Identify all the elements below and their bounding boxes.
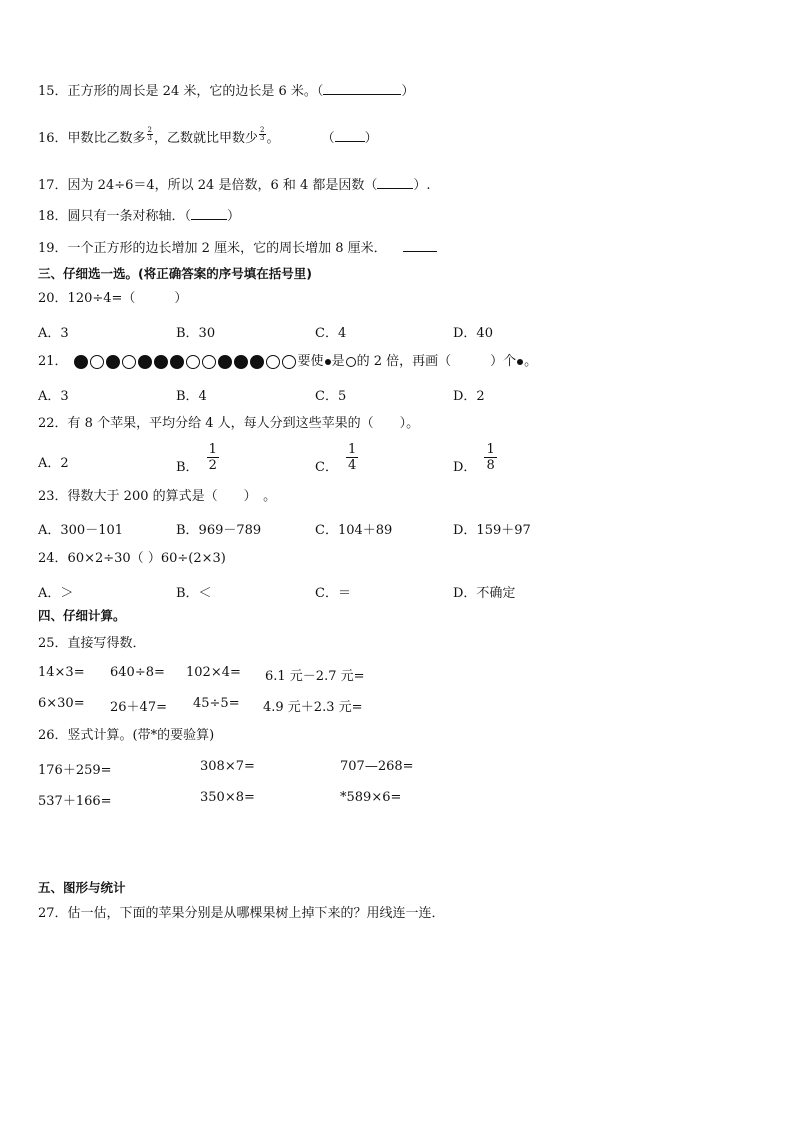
section-4-title: 四、仔细计算。: [38, 608, 126, 623]
hollow-circle-icon: [346, 357, 356, 367]
question-23: 23．得数大于 200 的算式是（ ） 。: [38, 489, 277, 504]
question-27: 27．估一估，下面的苹果分别是从哪棵果树上掉下来的？用线连一连．: [38, 906, 445, 921]
question-19: 19．一个正方形的边长增加 2 厘米，它的周长增加 8 厘米．: [38, 239, 437, 258]
filled-dot-icon: [325, 359, 331, 365]
answer-blank[interactable]: [191, 207, 227, 220]
calc-item: 707—268=: [340, 759, 414, 774]
calc-item: 6.1 元－2.7 元=: [265, 669, 365, 684]
answer-blank[interactable]: [335, 129, 365, 142]
hollow-circle-icon: [90, 355, 104, 369]
calc-item: 45÷5=: [193, 696, 240, 711]
option-d[interactable]: D．40: [453, 326, 493, 341]
filled-circle-icon: [170, 355, 184, 369]
section-3-title: 三、仔细选一选。(将正确答案的序号填在括号里): [38, 266, 312, 281]
fraction: $\frac{1}{2}$: [208, 442, 217, 473]
hollow-circle-icon: [282, 355, 296, 369]
filled-circle-icon: [138, 355, 152, 369]
calc-item: 4.9 元＋2.3 元=: [263, 700, 363, 715]
option-a[interactable]: A．3: [38, 326, 69, 341]
circle-row: [74, 355, 296, 369]
option-c[interactable]: C．104＋89: [315, 523, 393, 538]
filled-circle-icon: [106, 355, 120, 369]
filled-circle-icon: [250, 355, 264, 369]
question-17: 17．因为 24÷6＝4，所以 24 是倍数，6 和 4 都是因数（ ）.: [38, 178, 431, 193]
option-d[interactable]: D．2: [453, 389, 485, 404]
option-b[interactable]: B．969－789: [176, 523, 262, 538]
option-d[interactable]: D． $\frac{1}{8}$: [453, 442, 495, 475]
option-c[interactable]: C．5: [315, 389, 347, 404]
option-b[interactable]: B．4: [176, 389, 207, 404]
answer-blank[interactable]: [403, 239, 437, 252]
filled-circle-icon: [154, 355, 168, 369]
option-d[interactable]: D．不确定: [453, 586, 516, 601]
filled-circle-icon: [234, 355, 248, 369]
calc-item: 350×8=: [200, 790, 255, 805]
calc-item: *589×6=: [340, 790, 402, 805]
calc-item: 176＋259=: [38, 763, 112, 778]
filled-circle-icon: [74, 355, 88, 369]
question-15: 15．正方形的周长是 24 米，它的边长是 6 米。（ ）: [38, 84, 415, 99]
option-b[interactable]: B． $\frac{1}{2}$: [176, 442, 217, 475]
option-a[interactable]: A．3: [38, 389, 69, 404]
question-25: 25．直接写得数．: [38, 636, 146, 651]
option-a[interactable]: A．2: [38, 456, 69, 471]
hollow-circle-icon: [202, 355, 216, 369]
option-c[interactable]: C．4: [315, 326, 347, 341]
option-a[interactable]: A．＞: [38, 586, 74, 601]
option-b[interactable]: B．30: [176, 326, 216, 341]
option-a[interactable]: A．300－101: [38, 523, 124, 538]
calc-item: 6×30=: [38, 696, 85, 711]
option-c[interactable]: C． $\frac{1}{4}$: [315, 442, 357, 475]
answer-blank[interactable]: [323, 82, 401, 95]
hollow-circle-icon: [186, 355, 200, 369]
option-d[interactable]: D．159＋97: [453, 523, 531, 538]
fraction: $\frac{1}{8}$: [486, 442, 495, 473]
calc-item: 26＋47=: [110, 700, 167, 715]
question-18: 18．圆只有一条对称轴．（ ）: [38, 209, 241, 224]
calc-item: 537＋166=: [38, 794, 112, 809]
filled-dot-icon: [517, 359, 523, 365]
fraction: $\frac{2}{3}$: [260, 126, 265, 142]
option-b[interactable]: B．＜: [176, 586, 212, 601]
question-21: 21． 要使 是 的 2 倍，再画（ ）个 。: [38, 354, 538, 369]
question-16: 16．甲数比乙数多 $\frac{2}{3}$ ，乙数就比甲数少 $\frac{2}{3}$ 。 （ ）: [38, 126, 378, 146]
calc-item: 102×4=: [186, 665, 241, 680]
calc-item: 308×7=: [200, 759, 255, 774]
question-20: 20．120÷4=（ ）: [38, 291, 188, 306]
section-5-title: 五、图形与统计: [38, 880, 126, 895]
answer-blank[interactable]: [377, 176, 413, 189]
calc-item: 640÷8=: [110, 665, 165, 680]
calc-item: 14×3=: [38, 665, 85, 680]
hollow-circle-icon: [266, 355, 280, 369]
fraction: $\frac{2}{3}$: [147, 126, 153, 142]
question-24: 24．60×2÷30（ ）60÷(2×3): [38, 551, 226, 566]
filled-circle-icon: [218, 355, 232, 369]
hollow-circle-icon: [122, 355, 136, 369]
question-22: 22．有 8 个苹果，平均分给 4 人，每人分到这些苹果的（ ）。: [38, 416, 420, 431]
question-15-text: 15．正方形的周长是 24 米，它的边长是 6 米。（: [38, 84, 324, 99]
option-c[interactable]: C．＝: [315, 586, 351, 601]
fraction: $\frac{1}{4}$: [347, 442, 357, 473]
question-26: 26．竖式计算。(带*的要验算): [38, 728, 215, 743]
